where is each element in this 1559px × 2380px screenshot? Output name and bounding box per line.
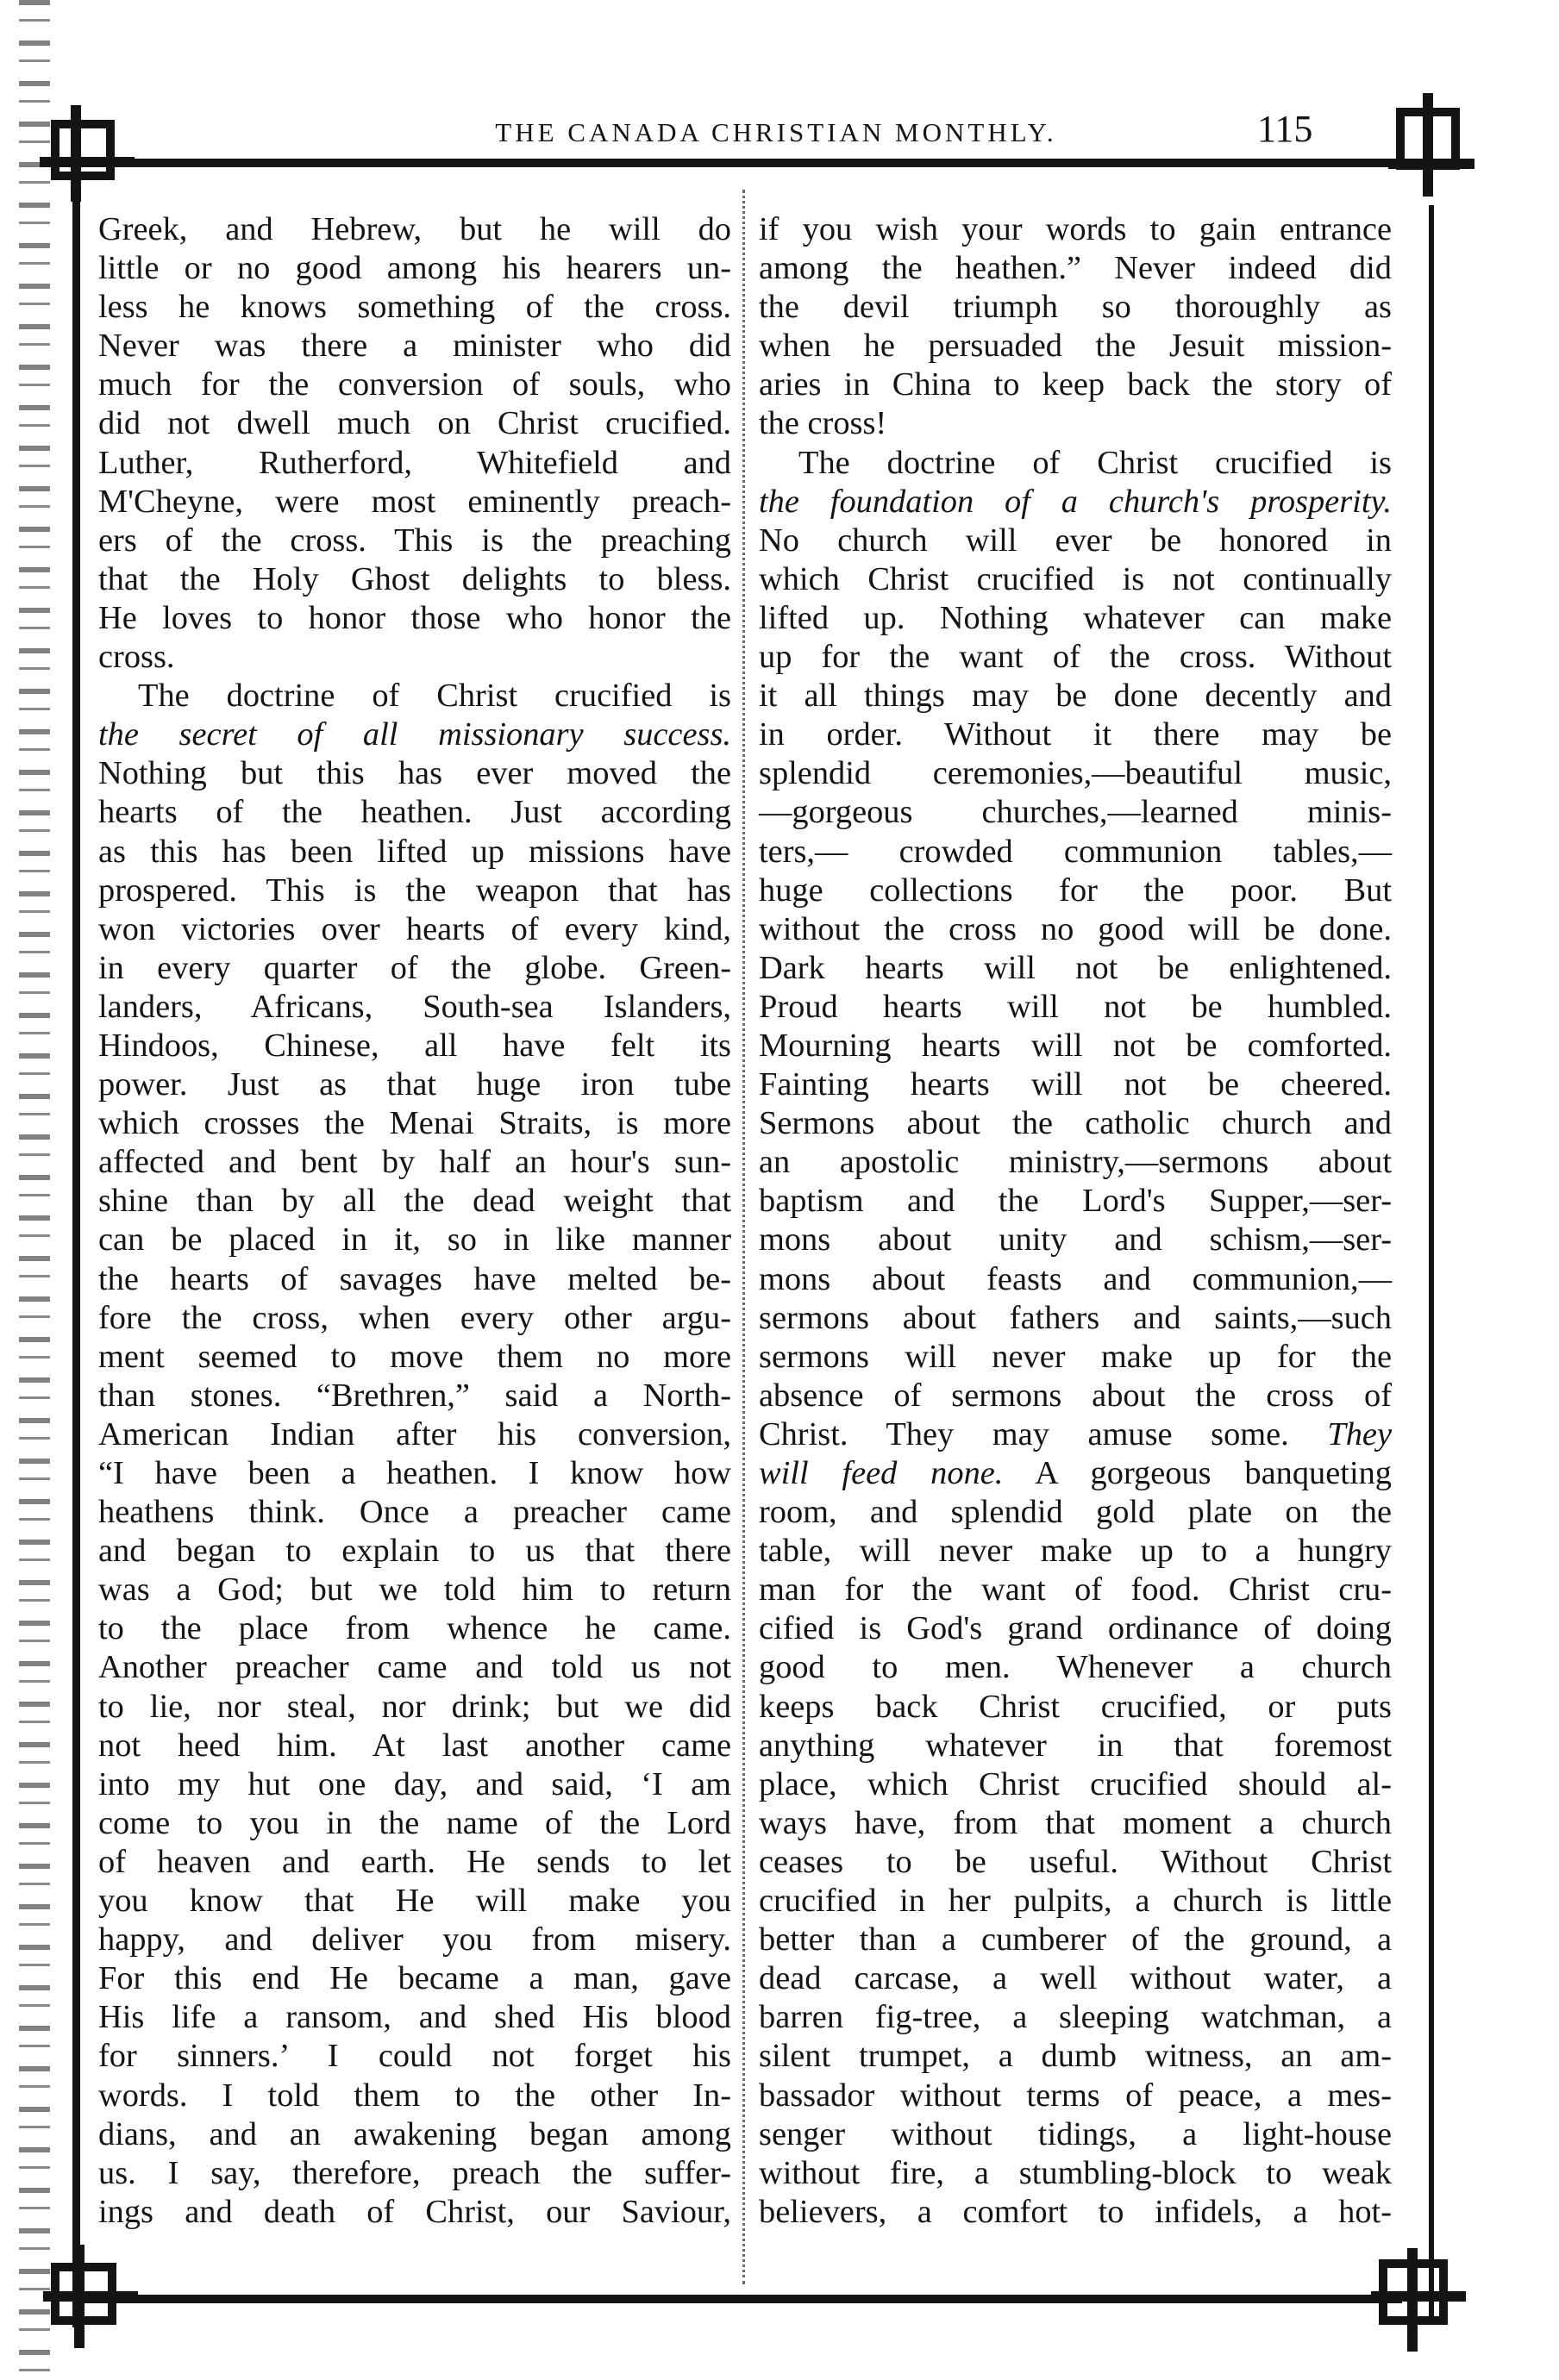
text-line: room, and splendid gold plate on the xyxy=(759,1494,1392,1531)
text-line: for sinners.’ I could not forget his xyxy=(98,2038,731,2075)
text-line: anything whatever in that foremost xyxy=(759,1727,1392,1764)
text-line: you know that He will make you xyxy=(98,1883,731,1920)
text-line: the cross! xyxy=(759,405,887,442)
text-line: in every quarter of the globe. Green- xyxy=(98,949,731,986)
text-line: The doctrine of Christ crucified is xyxy=(138,678,731,715)
text-line: Fainting hearts will not be cheered. xyxy=(759,1066,1392,1103)
text-line: which crosses the Menai Straits, is more xyxy=(98,1105,731,1142)
text-line: crucified in her pulpits, a church is little xyxy=(759,1883,1392,1920)
text-line: the foundation of a church's prosperity. xyxy=(759,483,1392,520)
text-line: ceases to be useful. Without Christ xyxy=(759,1843,1392,1880)
text-line: dians, and an awakening began among xyxy=(98,2115,731,2152)
text-line: heathens think. Once a preacher came xyxy=(98,1494,731,1531)
text-line: Mourning hearts will not be comforted. xyxy=(759,1027,1392,1064)
text-line: Christ. They may amuse some. They xyxy=(759,1415,1392,1452)
running-title: THE CANADA CHRISTIAN MONTHLY. xyxy=(495,117,1057,147)
text-line: less he knows something of the cross. xyxy=(98,289,731,326)
text-line: Proud hearts will not be humbled. xyxy=(759,988,1392,1025)
text-line: ters,— crowded communion tables,— xyxy=(759,833,1392,870)
text-line: can be placed in it, so in like manner xyxy=(98,1221,731,1259)
text-line: The doctrine of Christ crucified is xyxy=(798,444,1392,481)
text-line: cified is God's grand ordinance of doing xyxy=(759,1610,1392,1647)
text-line: without fire, a stumbling-block to weak xyxy=(759,2154,1392,2191)
text-line: He loves to honor those who honor the xyxy=(98,599,731,636)
header-rule xyxy=(102,159,1395,167)
corner-ornament-bottom-right xyxy=(1371,2248,1466,2352)
text-line: us. I say, therefore, preach the suffer- xyxy=(98,2154,731,2191)
text-line: happy, and deliver you from misery. xyxy=(98,1921,731,1958)
text-line: Luther, Rutherford, Whitefield and xyxy=(98,444,731,481)
text-line: will feed none. A gorgeous banqueting xyxy=(759,1455,1392,1491)
text-line: ings and death of Christ, our Saviour, xyxy=(98,2193,731,2230)
text-line: ers of the cross. This is the preaching xyxy=(98,522,731,559)
text-line: Nothing but this has ever moved the xyxy=(98,755,731,792)
text-line: Never was there a minister who did xyxy=(98,328,731,365)
text-line: For this end He became a man, gave xyxy=(98,1960,731,1997)
page-number: 115 xyxy=(1257,108,1313,150)
text-line: Greek, and Hebrew, but he will do xyxy=(98,211,731,247)
text-line: bassador without terms of peace, a mes- xyxy=(759,2077,1392,2114)
text-line: Dark hearts will not be enlightened. xyxy=(759,949,1392,986)
text-line: it all things may be done decently and xyxy=(759,678,1392,715)
text-line: without the cross no good will be done. xyxy=(759,910,1392,947)
text-line: American Indian after his conversion, xyxy=(98,1415,731,1452)
text-line: baptism and the Lord's Supper,—ser- xyxy=(759,1183,1392,1220)
text-line: barren fig-tree, a sleeping watchman, a xyxy=(759,1999,1392,2036)
text-line: ment seemed to move them no more xyxy=(98,1338,731,1375)
right-border-rule xyxy=(1429,205,1434,2317)
text-line: aries in China to keep back the story of xyxy=(759,366,1392,403)
text-line: affected and bent by half an hour's sun- xyxy=(98,1144,731,1181)
footer-rule xyxy=(83,2295,1402,2303)
text-line: —gorgeous churches,—learned minis- xyxy=(759,794,1392,831)
text-line: which Christ crucified is not continually xyxy=(759,560,1392,597)
text-line: in order. Without it there may be xyxy=(759,716,1392,753)
text-line: up for the want of the cross. Without xyxy=(759,639,1392,676)
text-line: fore the cross, when every other argu- xyxy=(98,1299,731,1336)
text-line: not heed him. At last another came xyxy=(98,1727,731,1764)
text-line: words. I told them to the other In- xyxy=(98,2077,731,2114)
text-line: the devil triumph so thoroughly as xyxy=(759,289,1392,326)
text-line: among the heathen.” Never indeed did xyxy=(759,250,1392,287)
text-line: the secret of all missionary success. xyxy=(98,716,731,753)
text-line: if you wish your words to gain entrance xyxy=(759,211,1392,247)
text-line: absence of sermons about the cross of xyxy=(759,1377,1392,1414)
text-line: power. Just as that huge iron tube xyxy=(98,1066,731,1103)
text-line: sermons will never make up for the xyxy=(759,1338,1392,1375)
corner-ornament-top-left xyxy=(40,102,135,205)
text-line: good to men. Whenever a church xyxy=(759,1649,1392,1686)
text-line: Another preacher came and told us not xyxy=(98,1649,731,1686)
text-line: was a God; but we told him to return xyxy=(98,1571,731,1609)
text-line: mons about feasts and communion,— xyxy=(759,1260,1392,1297)
text-line: table, will never make up to a hungry xyxy=(759,1533,1392,1570)
text-line: place, which Christ crucified should al- xyxy=(759,1765,1392,1802)
text-column-right xyxy=(759,210,1392,2232)
scan-edge-noise xyxy=(19,0,50,2380)
text-line: No church will ever be honored in xyxy=(759,522,1392,559)
text-line: to the place from whence he came. xyxy=(98,1610,731,1647)
text-line: Hindoos, Chinese, all have felt its xyxy=(98,1027,731,1064)
text-line: “I have been a heathen. I know how xyxy=(98,1455,731,1491)
text-line: cross. xyxy=(98,639,175,676)
text-line: huge collections for the poor. But xyxy=(759,871,1392,909)
text-line: the hearts of savages have melted be- xyxy=(98,1260,731,1297)
left-border-rule xyxy=(72,138,80,2327)
text-line: splendid ceremonies,—beautiful music, xyxy=(759,755,1392,792)
text-line: hearts of the heathen. Just according xyxy=(98,794,731,831)
corner-ornament-top-right xyxy=(1388,93,1474,197)
text-line: keeps back Christ crucified, or puts xyxy=(759,1688,1392,1725)
text-line: sermons about fathers and saints,—such xyxy=(759,1299,1392,1336)
text-line: that the Holy Ghost delights to bless. xyxy=(98,560,731,597)
text-line: of heaven and earth. He sends to let xyxy=(98,1843,731,1880)
text-line: ways have, from that moment a church xyxy=(759,1804,1392,1841)
text-line: when he persuaded the Jesuit mission- xyxy=(759,328,1392,365)
text-line: M'Cheyne, were most eminently preach- xyxy=(98,483,731,520)
text-line: landers, Africans, South-sea Islanders, xyxy=(98,988,731,1025)
text-line: much for the conversion of souls, who xyxy=(98,366,731,403)
text-line: shine than by all the dead weight that xyxy=(98,1183,731,1220)
text-line: won victories over hearts of every kind, xyxy=(98,910,731,947)
text-line: come to you in the name of the Lord xyxy=(98,1804,731,1841)
text-line: His life a ransom, and shed His blood xyxy=(98,1999,731,2036)
column-divider xyxy=(742,190,745,2284)
text-line: prospered. This is the weapon that has xyxy=(98,871,731,909)
text-line: into my hut one day, and said, ‘I am xyxy=(98,1765,731,1802)
text-line: senger without tidings, a light-house xyxy=(759,2115,1392,2152)
text-line: an apostolic ministry,—sermons about xyxy=(759,1144,1392,1181)
text-line: believers, a comfort to infidels, a hot- xyxy=(759,2193,1392,2230)
text-line: than stones. “Brethren,” said a North- xyxy=(98,1377,731,1414)
text-line: little or no good among his hearers un- xyxy=(98,250,731,287)
text-line: and began to explain to us that there xyxy=(98,1533,731,1570)
text-line: as this has been lifted up missions have xyxy=(98,833,731,870)
text-line: lifted up. Nothing whatever can make xyxy=(759,599,1392,636)
corner-ornament-bottom-left xyxy=(43,2245,138,2348)
text-line: Sermons about the catholic church and xyxy=(759,1105,1392,1142)
text-line: did not dwell much on Christ crucified. xyxy=(98,405,731,442)
text-line: dead carcase, a well without water, a xyxy=(759,1960,1392,1997)
text-line: mons about unity and schism,—ser- xyxy=(759,1221,1392,1259)
text-line: silent trumpet, a dumb witness, an am- xyxy=(759,2038,1392,2075)
text-line: to lie, nor steal, nor drink; but we did xyxy=(98,1688,731,1725)
text-line: better than a cumberer of the ground, a xyxy=(759,1921,1392,1958)
text-line: man for the want of food. Christ cru- xyxy=(759,1571,1392,1609)
text-column-left xyxy=(98,210,731,2232)
